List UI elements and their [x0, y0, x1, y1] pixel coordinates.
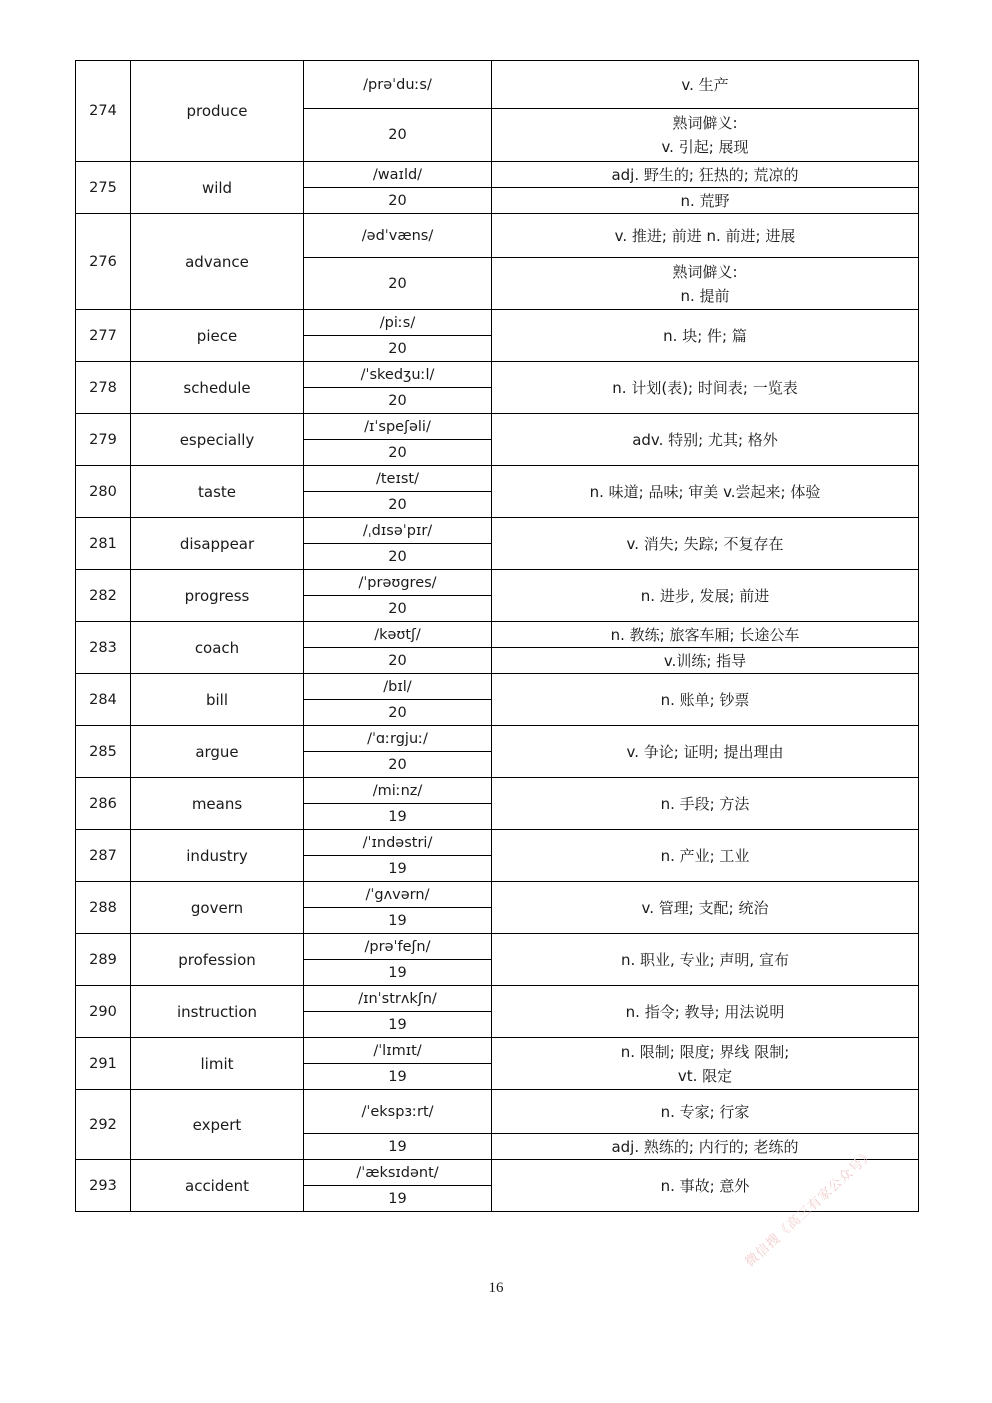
table-row	[76, 414, 919, 440]
meaning: n. 产业; 工业	[492, 830, 919, 882]
entry-number: 280	[76, 466, 131, 518]
word: expert	[131, 1090, 304, 1160]
table-row	[76, 61, 919, 109]
table-row	[76, 622, 919, 648]
word: instruction	[131, 986, 304, 1038]
meaning-secondary	[492, 258, 919, 310]
table-row	[76, 162, 919, 188]
word: disappear	[131, 518, 304, 570]
phonetic: /ˈɑːrgjuː/	[304, 726, 492, 752]
frequency: 19	[304, 1186, 492, 1212]
meaning-line: adj. 熟练的; 内行的; 老练的	[611, 1137, 799, 1156]
word: wild	[131, 162, 304, 214]
entry-number: 276	[76, 214, 131, 310]
table-row	[76, 674, 919, 700]
frequency: 20	[304, 492, 492, 518]
meaning: v. 管理; 支配; 统治	[492, 882, 919, 934]
phonetic: /prəˈfeʃn/	[304, 934, 492, 960]
phonetic: /prəˈduːs/	[304, 61, 492, 109]
meaning-line: 熟词僻义:	[672, 114, 738, 132]
frequency: 20	[304, 544, 492, 570]
entry-number: 285	[76, 726, 131, 778]
entry-number: 293	[76, 1160, 131, 1212]
meaning-secondary	[492, 109, 919, 162]
frequency: 19	[304, 804, 492, 830]
table-row	[76, 570, 919, 596]
table-row	[76, 726, 919, 752]
meaning-line: n. 教练; 旅客车厢; 长途公车	[610, 625, 800, 644]
meaning: n. 职业, 专业; 声明, 宣布	[492, 934, 919, 986]
table-row	[76, 986, 919, 1012]
table-row	[76, 1160, 919, 1186]
entry-number: 292	[76, 1090, 131, 1160]
meaning-line: v. 推进; 前进 n. 前进; 进展	[614, 226, 796, 245]
meaning-secondary	[492, 648, 919, 674]
table-row	[76, 882, 919, 908]
meaning: n. 手段; 方法	[492, 778, 919, 830]
meaning-line: n. 限制; 限度; 界线 限制;	[620, 1042, 790, 1061]
table-row	[76, 830, 919, 856]
phonetic: /ˈgʌvərn/	[304, 882, 492, 908]
entry-number: 289	[76, 934, 131, 986]
frequency: 19	[304, 1134, 492, 1160]
word: coach	[131, 622, 304, 674]
entry-number: 278	[76, 362, 131, 414]
word: means	[131, 778, 304, 830]
meaning: n. 账单; 钞票	[492, 674, 919, 726]
frequency: 20	[304, 752, 492, 778]
entry-number: 275	[76, 162, 131, 214]
phonetic: /ˈekspɜːrt/	[304, 1090, 492, 1134]
phonetic: /waɪld/	[304, 162, 492, 188]
entry-number: 290	[76, 986, 131, 1038]
page-number: 16	[488, 1280, 504, 1296]
meaning: n. 进步, 发展; 前进	[492, 570, 919, 622]
meaning: v. 争论; 证明; 提出理由	[492, 726, 919, 778]
meaning-line: v. 生产	[681, 75, 729, 94]
entry-number: 286	[76, 778, 131, 830]
phonetic: /kəʊtʃ/	[304, 622, 492, 648]
entry-number: 283	[76, 622, 131, 674]
meaning-line: n. 提前	[680, 286, 730, 305]
meaning-line: n. 荒野	[680, 191, 730, 210]
meaning	[492, 1038, 919, 1090]
meaning: n. 指令; 教导; 用法说明	[492, 986, 919, 1038]
entry-number: 282	[76, 570, 131, 622]
meaning: n. 计划(表); 时间表; 一览表	[492, 362, 919, 414]
vocabulary-table	[75, 60, 919, 1212]
watermark: 微信搜《高三有家公众号》	[742, 1146, 878, 1271]
meaning-primary	[492, 61, 919, 109]
frequency: 20	[304, 258, 492, 310]
phonetic: /ədˈvæns/	[304, 214, 492, 258]
frequency: 20	[304, 188, 492, 214]
meaning-line: adj. 野生的; 狂热的; 荒凉的	[611, 165, 799, 184]
phonetic: /ˈlɪmɪt/	[304, 1038, 492, 1064]
table-row	[76, 518, 919, 544]
entry-number: 284	[76, 674, 131, 726]
phonetic: /teɪst/	[304, 466, 492, 492]
word: taste	[131, 466, 304, 518]
word: schedule	[131, 362, 304, 414]
frequency: 20	[304, 109, 492, 162]
phonetic: /ɪnˈstrʌkʃn/	[304, 986, 492, 1012]
phonetic: /ˌdɪsəˈpɪr/	[304, 518, 492, 544]
word: especially	[131, 414, 304, 466]
meaning: v. 消失; 失踪; 不复存在	[492, 518, 919, 570]
frequency: 19	[304, 908, 492, 934]
phonetic: /ɪˈspeʃəli/	[304, 414, 492, 440]
frequency: 20	[304, 700, 492, 726]
table-row	[76, 466, 919, 492]
meaning-secondary	[492, 188, 919, 214]
entry-number: 281	[76, 518, 131, 570]
table-row	[76, 214, 919, 258]
frequency: 20	[304, 440, 492, 466]
word: accident	[131, 1160, 304, 1212]
word: produce	[131, 61, 304, 162]
meaning-primary	[492, 214, 919, 258]
meaning: n. 事故; 意外	[492, 1160, 919, 1212]
meaning: n. 味道; 品味; 审美 v.尝起来; 体验	[492, 466, 919, 518]
meaning-line: 熟词僻义:	[672, 262, 738, 281]
phonetic: /bɪl/	[304, 674, 492, 700]
frequency: 19	[304, 1012, 492, 1038]
phonetic: /ˈɪndəstri/	[304, 830, 492, 856]
frequency: 19	[304, 856, 492, 882]
meaning-line: vt. 限定	[677, 1066, 733, 1085]
word: industry	[131, 830, 304, 882]
phonetic: /piːs/	[304, 310, 492, 336]
meaning-primary	[492, 622, 919, 648]
word: bill	[131, 674, 304, 726]
meaning-line: n. 专家; 行家	[660, 1102, 750, 1121]
word: argue	[131, 726, 304, 778]
table-row	[76, 362, 919, 388]
frequency: 20	[304, 648, 492, 674]
word: progress	[131, 570, 304, 622]
entry-number: 287	[76, 830, 131, 882]
table-row	[76, 778, 919, 804]
entry-number: 274	[76, 61, 131, 162]
phonetic: /ˈskedʒuːl/	[304, 362, 492, 388]
phonetic: /miːnz/	[304, 778, 492, 804]
entry-number: 279	[76, 414, 131, 466]
meaning-line: v. 引起; 展现	[661, 138, 749, 156]
table-row	[76, 1038, 919, 1064]
word: govern	[131, 882, 304, 934]
frequency: 19	[304, 1064, 492, 1090]
entry-number: 277	[76, 310, 131, 362]
frequency: 20	[304, 388, 492, 414]
word: profession	[131, 934, 304, 986]
phonetic: /ˈæksɪdənt/	[304, 1160, 492, 1186]
entry-number: 291	[76, 1038, 131, 1090]
word: piece	[131, 310, 304, 362]
table-row	[76, 310, 919, 336]
frequency: 19	[304, 960, 492, 986]
phonetic: /ˈprəʊgres/	[304, 570, 492, 596]
frequency: 20	[304, 336, 492, 362]
word: advance	[131, 214, 304, 310]
frequency: 20	[304, 596, 492, 622]
meaning-line: v.训练; 指导	[663, 651, 747, 670]
entry-number: 288	[76, 882, 131, 934]
meaning: adv. 特别; 尤其; 格外	[492, 414, 919, 466]
word: limit	[131, 1038, 304, 1090]
meaning: n. 块; 件; 篇	[492, 310, 919, 362]
table-row	[76, 1090, 919, 1134]
table-row	[76, 934, 919, 960]
meaning-primary	[492, 1090, 919, 1134]
meaning-primary	[492, 162, 919, 188]
